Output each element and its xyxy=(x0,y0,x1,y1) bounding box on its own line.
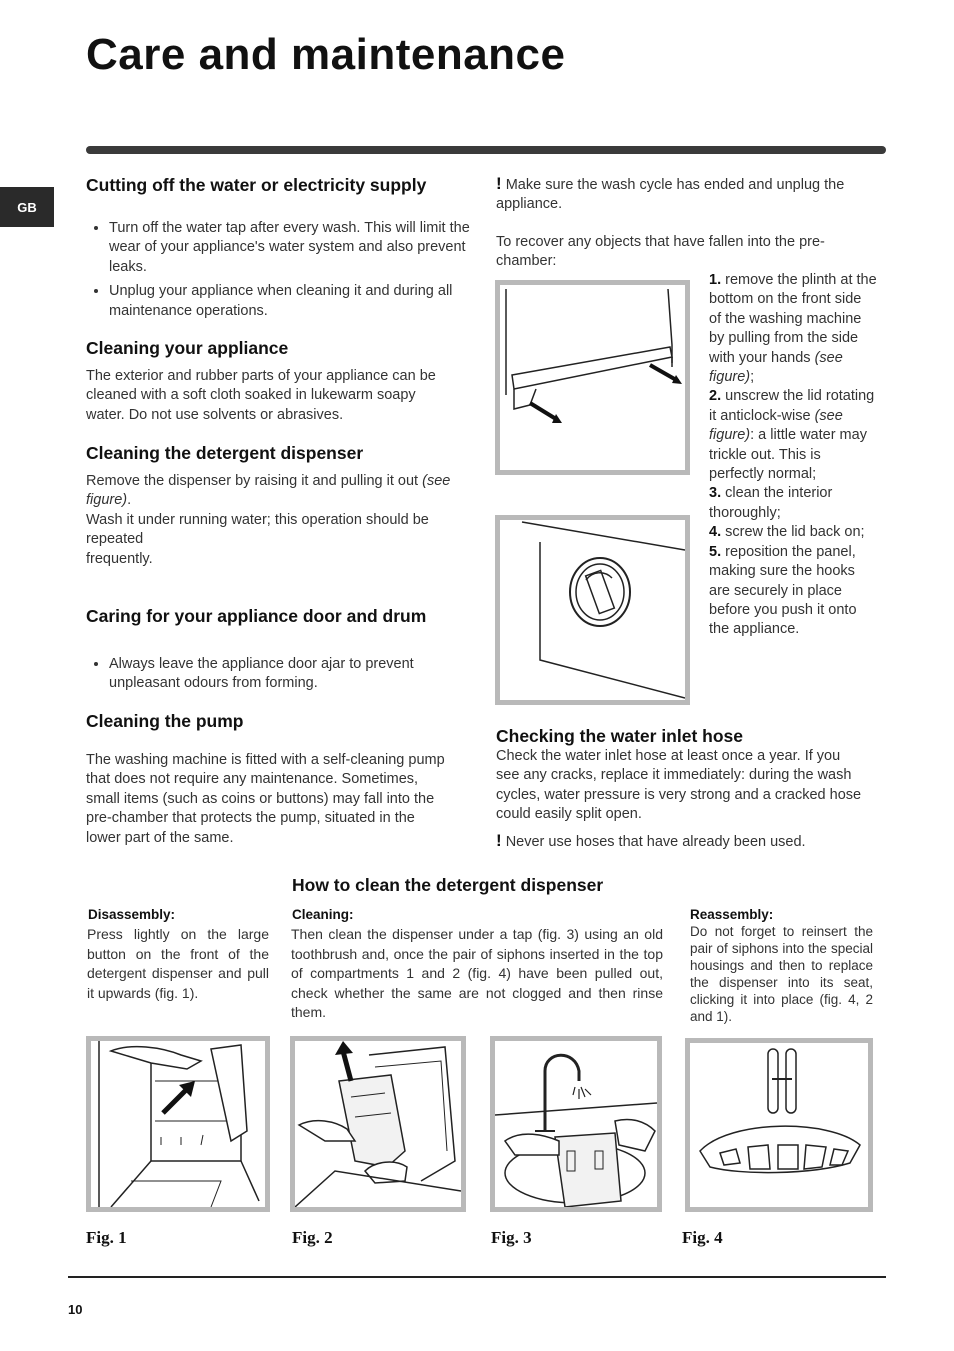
list-item: 4. screw the lid back on; xyxy=(709,524,865,541)
reassembly-label: Reassembly: xyxy=(690,907,774,922)
figure-2 xyxy=(290,1036,466,1212)
plinth-icon xyxy=(500,285,685,470)
page-title: Care and maintenance xyxy=(86,30,566,79)
tap-rinse-icon xyxy=(495,1041,657,1207)
list-item: • Always leave the appliance door ajar to prevent unpleasant odours from forming. xyxy=(109,655,477,694)
door-bullets xyxy=(87,655,477,699)
dispenser-text-end: . xyxy=(127,492,132,509)
dispenser-text-main: Remove the dispenser by raising it and pulling it out xyxy=(86,473,419,489)
dispenser-text-frequently: frequently. xyxy=(86,550,153,567)
language-tab: GB xyxy=(0,187,54,227)
warning-text: Make sure the wash cycle has ended and unplug the appliance. xyxy=(496,177,845,213)
list-item: 5. reposition the panel, making sure the hooks are securely in place before you push it onto the appliance. xyxy=(709,543,857,638)
section-heading-door: Caring for your appliance door and drum xyxy=(86,606,427,626)
hose-text: Check the water inlet hose at least once a year. If you see any cracks, replace it immediately: during the wash cycles, water pressure is very strong and a cracked hose could easily split open. xyxy=(496,748,862,823)
figure-1 xyxy=(86,1036,270,1212)
dispenser-text xyxy=(86,472,456,569)
warning-unplug xyxy=(496,174,866,215)
list-item: 3. clean the interior thoroughly; xyxy=(709,485,833,521)
footer-divider xyxy=(68,1276,886,1278)
warning-text: Never use hoses that have already been used. xyxy=(505,834,806,850)
warning-hoses xyxy=(496,831,866,852)
page-number: 10 xyxy=(68,1302,83,1317)
pump-text: The washing machine is fitted with a self-cleaning pump that does not require any maintenance. Sometimes, small items (such as coins or buttons) may fall into the pre-chamber that protects the pump, situated in the lower part of the same. xyxy=(86,752,445,846)
see-figure-note: (see figure) xyxy=(86,473,451,509)
section-heading-hose: Checking the water inlet hose xyxy=(496,726,743,746)
list-item: • Unplug your appliance when cleaning it and during all maintenance operations. xyxy=(109,282,477,321)
list-item: 1. remove the plinth at the bottom on the front side of the washing machine by pulling from the side with your hands (see figure); xyxy=(709,272,877,386)
section-heading-clean-dispenser: How to clean the detergent dispenser xyxy=(292,875,604,895)
figure-2-label: Fig. 2 xyxy=(292,1228,333,1247)
figure-3-label: Fig. 3 xyxy=(491,1228,532,1247)
prechamber-steps xyxy=(709,271,877,640)
pump-lid-icon xyxy=(500,520,685,700)
dispenser-text-wash: Wash it under running water; this operation should be repeated xyxy=(86,511,429,548)
cleaning-instructions: Then clean the dispenser under a tap (fig. 3) using an old toothbrush and, once the pair of siphons inserted in the top of compartments 1 and 2 (fig. 4) have been pulled out, check whether the same are not clogged and then rinse them. xyxy=(291,926,663,1020)
cleaning-label: Cleaning: xyxy=(292,907,354,922)
figure-1-label: Fig. 1 xyxy=(86,1228,127,1247)
dispenser-pull-icon xyxy=(295,1041,461,1207)
section-heading-dispenser: Cleaning the detergent dispenser xyxy=(86,443,364,463)
siphons-icon xyxy=(690,1043,868,1207)
figure-4 xyxy=(685,1038,873,1212)
warning-icon: ! xyxy=(496,174,502,193)
supply-bullets xyxy=(87,219,477,326)
title-divider-bar xyxy=(86,146,886,154)
figure-4-label: Fig. 4 xyxy=(682,1228,723,1247)
cleaning-text: The exterior and rubber parts of your appliance can be cleaned with a soft cloth soaked in lukewarm soapy water. Do not use solvents or abrasives. xyxy=(86,368,436,423)
section-heading-cleaning: Cleaning your appliance xyxy=(86,338,289,358)
list-item: 2. unscrew the lid rotating it anticlock-wise (see figure): a little water may trickle out. This is perfectly normal; xyxy=(709,388,875,483)
disassembly-text: Press lightly on the large button on the front of the detergent dispenser and pull it upwards (fig. 1). xyxy=(87,926,269,1001)
plinth-removal-illustration xyxy=(495,280,690,475)
disassembly-label: Disassembly: xyxy=(88,907,176,922)
reassembly-text: Do not forget to reinsert the pair of siphons into the special housings and then to replace the dispenser into its seat, clicking it into place (fig. 4, 2 and 1). xyxy=(690,924,873,1024)
warning-icon: ! xyxy=(496,831,502,850)
figure-3 xyxy=(490,1036,662,1212)
section-heading-pump: Cleaning the pump xyxy=(86,711,244,731)
pump-lid-illustration xyxy=(495,515,690,705)
prechamber-intro: To recover any objects that have fallen into the pre-chamber: xyxy=(496,234,825,270)
list-item: • Turn off the water tap after every wash. This will limit the wear of your appliance's water system and also prevent leaks. xyxy=(109,219,477,277)
section-heading-supply: Cutting off the water or electricity supply xyxy=(86,175,427,195)
dispenser-lift-icon xyxy=(91,1041,265,1207)
